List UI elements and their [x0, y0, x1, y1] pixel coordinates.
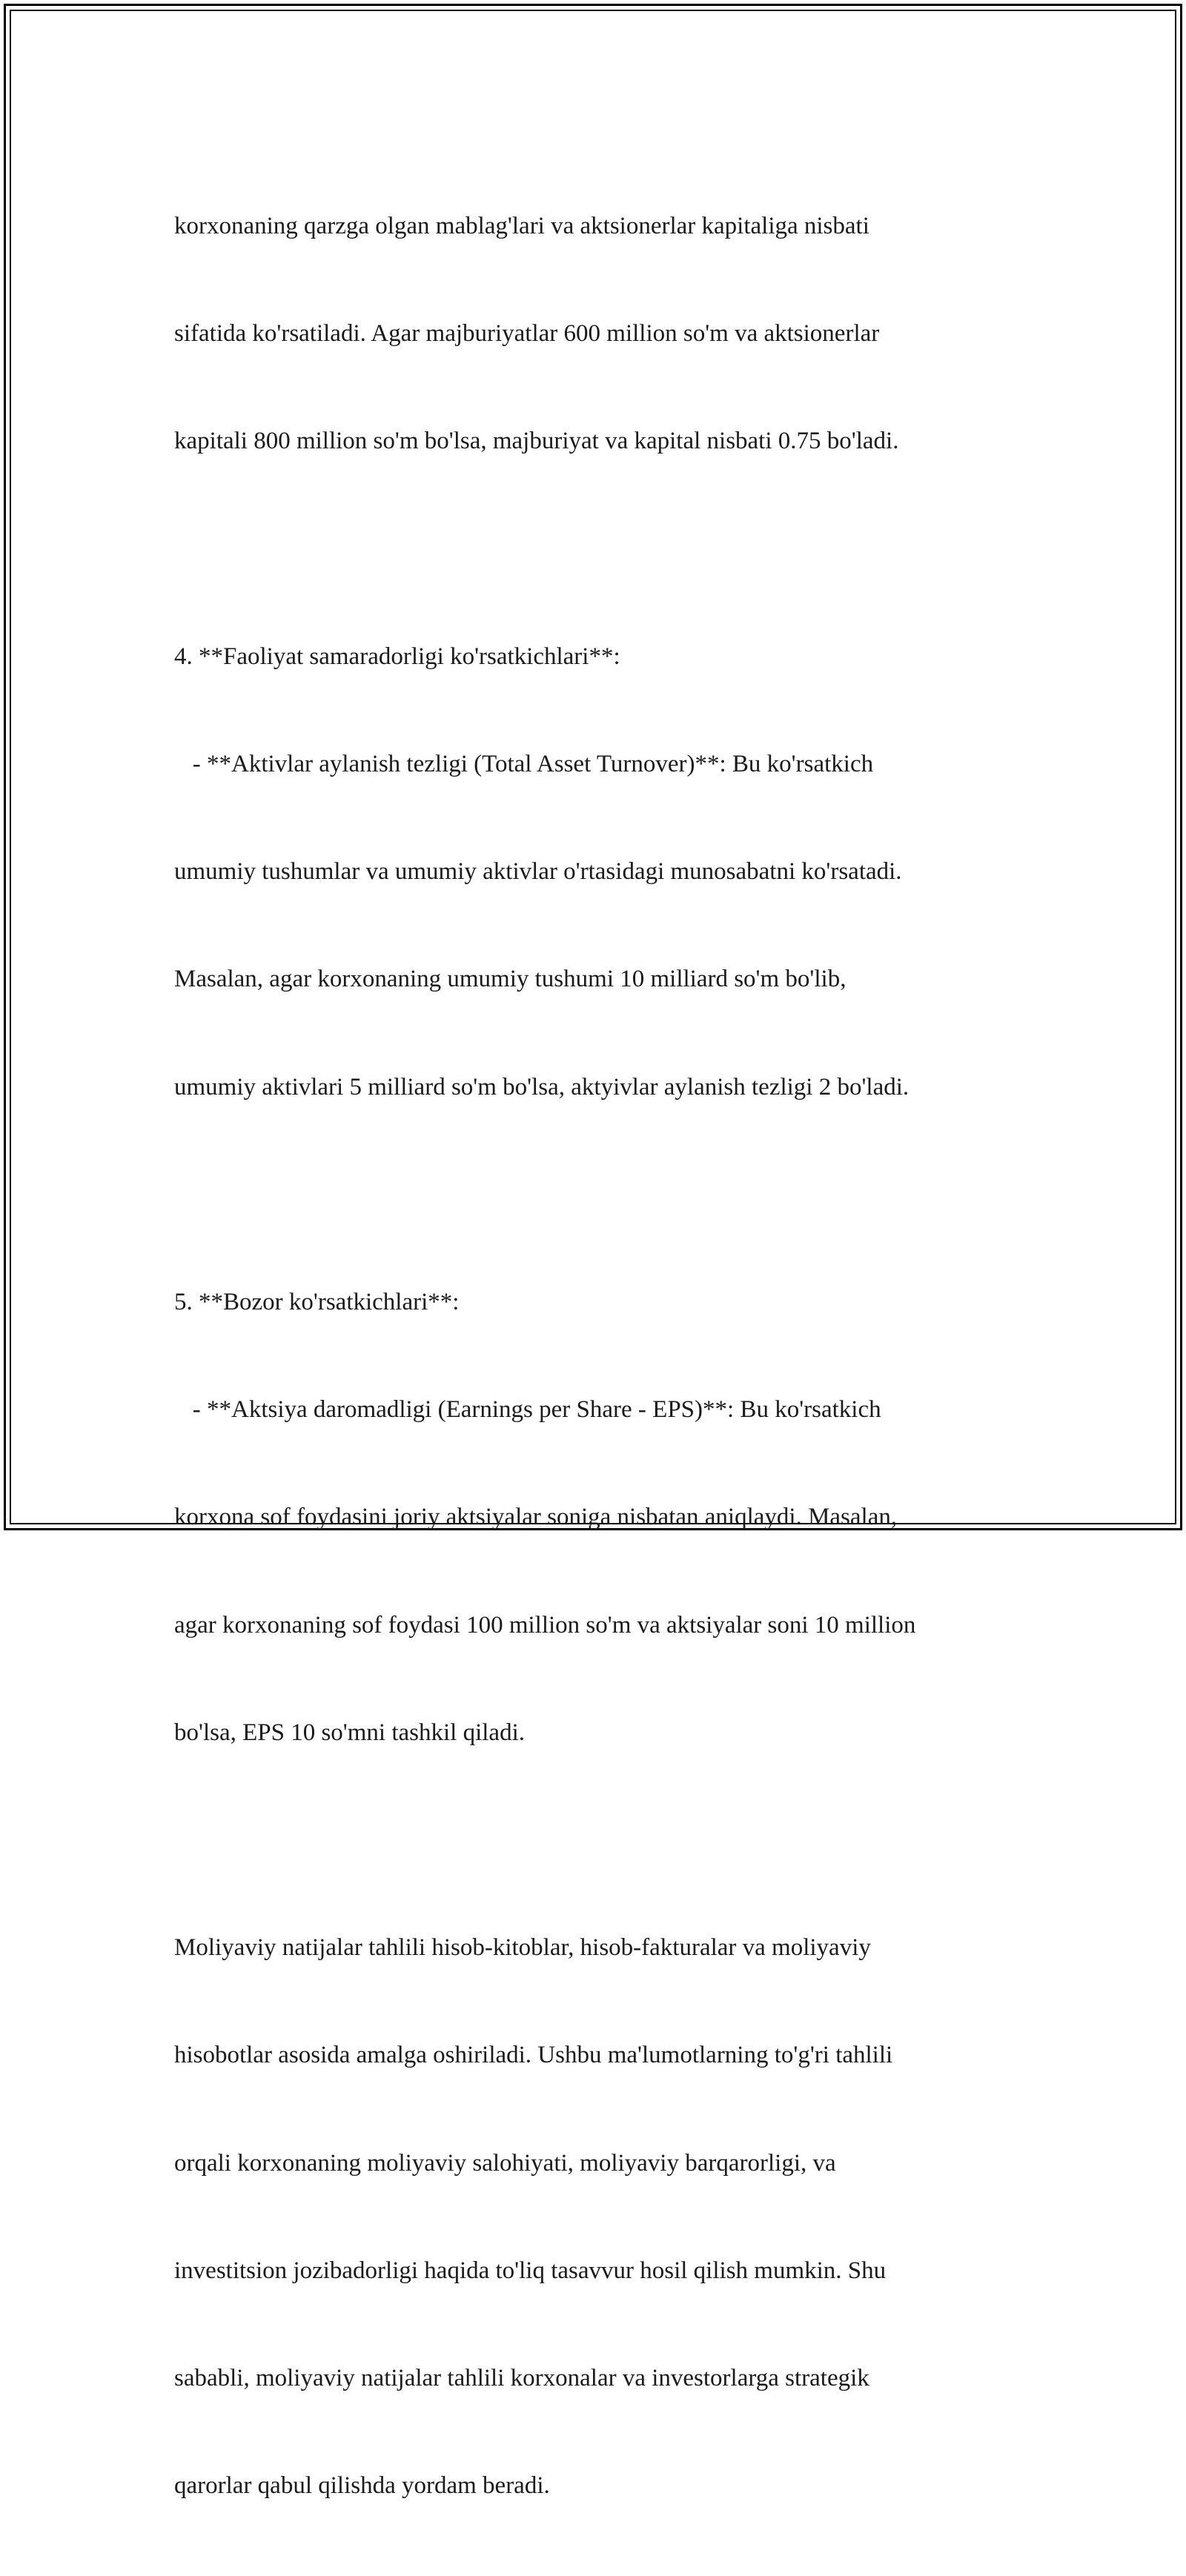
text-line: sababli, moliyaviy natijalar tahlili korxonalar va investorlarga strategik — [174, 2365, 869, 2392]
paragraph-conclusion — [174, 1858, 1027, 2575]
text-line: umumiy aktivlari 5 milliard so'm bo'lsa, aktyivlar aylanish tezligi 2 bo'ladi. — [174, 1073, 910, 1101]
list-heading: 4. **Faoliyat samaradorligi ko'rsatkichlari**: — [174, 643, 620, 670]
document-body — [174, 136, 1027, 2576]
text-line: investitsion jozibadorligi haqida to'liq tasavvur hosil qilish mumkin. Shu — [174, 2257, 887, 2284]
text-line: hisobotlar asosida amalga oshiriladi. Ushbu ma'lumotlarning to'g'ri tahlili — [174, 2042, 893, 2069]
text-line: Masalan, agar korxonaning umumiy tushumi 10 milliard so'm bo'lib, — [174, 966, 847, 993]
paragraph-efficiency-indicators — [174, 567, 1027, 1177]
paragraph-market-indicators — [174, 1212, 1027, 1822]
text-line: korxonaning qarzga olgan mablag'lari va aktsionerlar kapitaliga nisbati — [174, 212, 869, 239]
list-item: - **Aktsiya daromadligi (Earnings per Share - EPS)**: Bu ko'rsatkich — [174, 1396, 881, 1424]
text-line: kapitali 800 million so'm bo'lsa, majburiyat va kapital nisbati 0.75 bo'ladi. — [174, 428, 899, 455]
text-line: agar korxonaning sof foydasi 100 million so'm va aktsiyalar soni 10 million — [174, 1611, 916, 1639]
text-line: qarorlar qabul qilishda yordam beradi. — [174, 2472, 550, 2500]
list-item: - **Aktivlar aylanish tezligi (Total Asset Turnover)**: Bu ko'rsatkich — [174, 750, 874, 777]
text-line: bo'lsa, EPS 10 so'mni tashkil qiladi. — [174, 1719, 525, 1746]
text-line: Moliyaviy natijalar tahlili hisob-kitoblar, hisob-fakturalar va moliyaviy — [174, 1934, 871, 1962]
text-line: korxona sof foydasini joriy aktsiyalar soniga nisbatan aniqlaydi. Masalan, — [174, 1504, 898, 1531]
text-line: umumiy tushumlar va umumiy aktivlar o'rtasidagi munosabatni ko'rsatadi. — [174, 858, 902, 886]
text-line: orqali korxonaning moliyaviy salohiyati, moliyaviy barqarorligi, va — [174, 2149, 836, 2177]
list-heading: 5. **Bozor ko'rsatkichlari**: — [174, 1288, 460, 1315]
paragraph-debt-to-equity — [174, 136, 1027, 531]
text-line: sifatida ko'rsatiladi. Agar majburiyatlar 600 million so'm va aktsionerlar — [174, 320, 880, 348]
